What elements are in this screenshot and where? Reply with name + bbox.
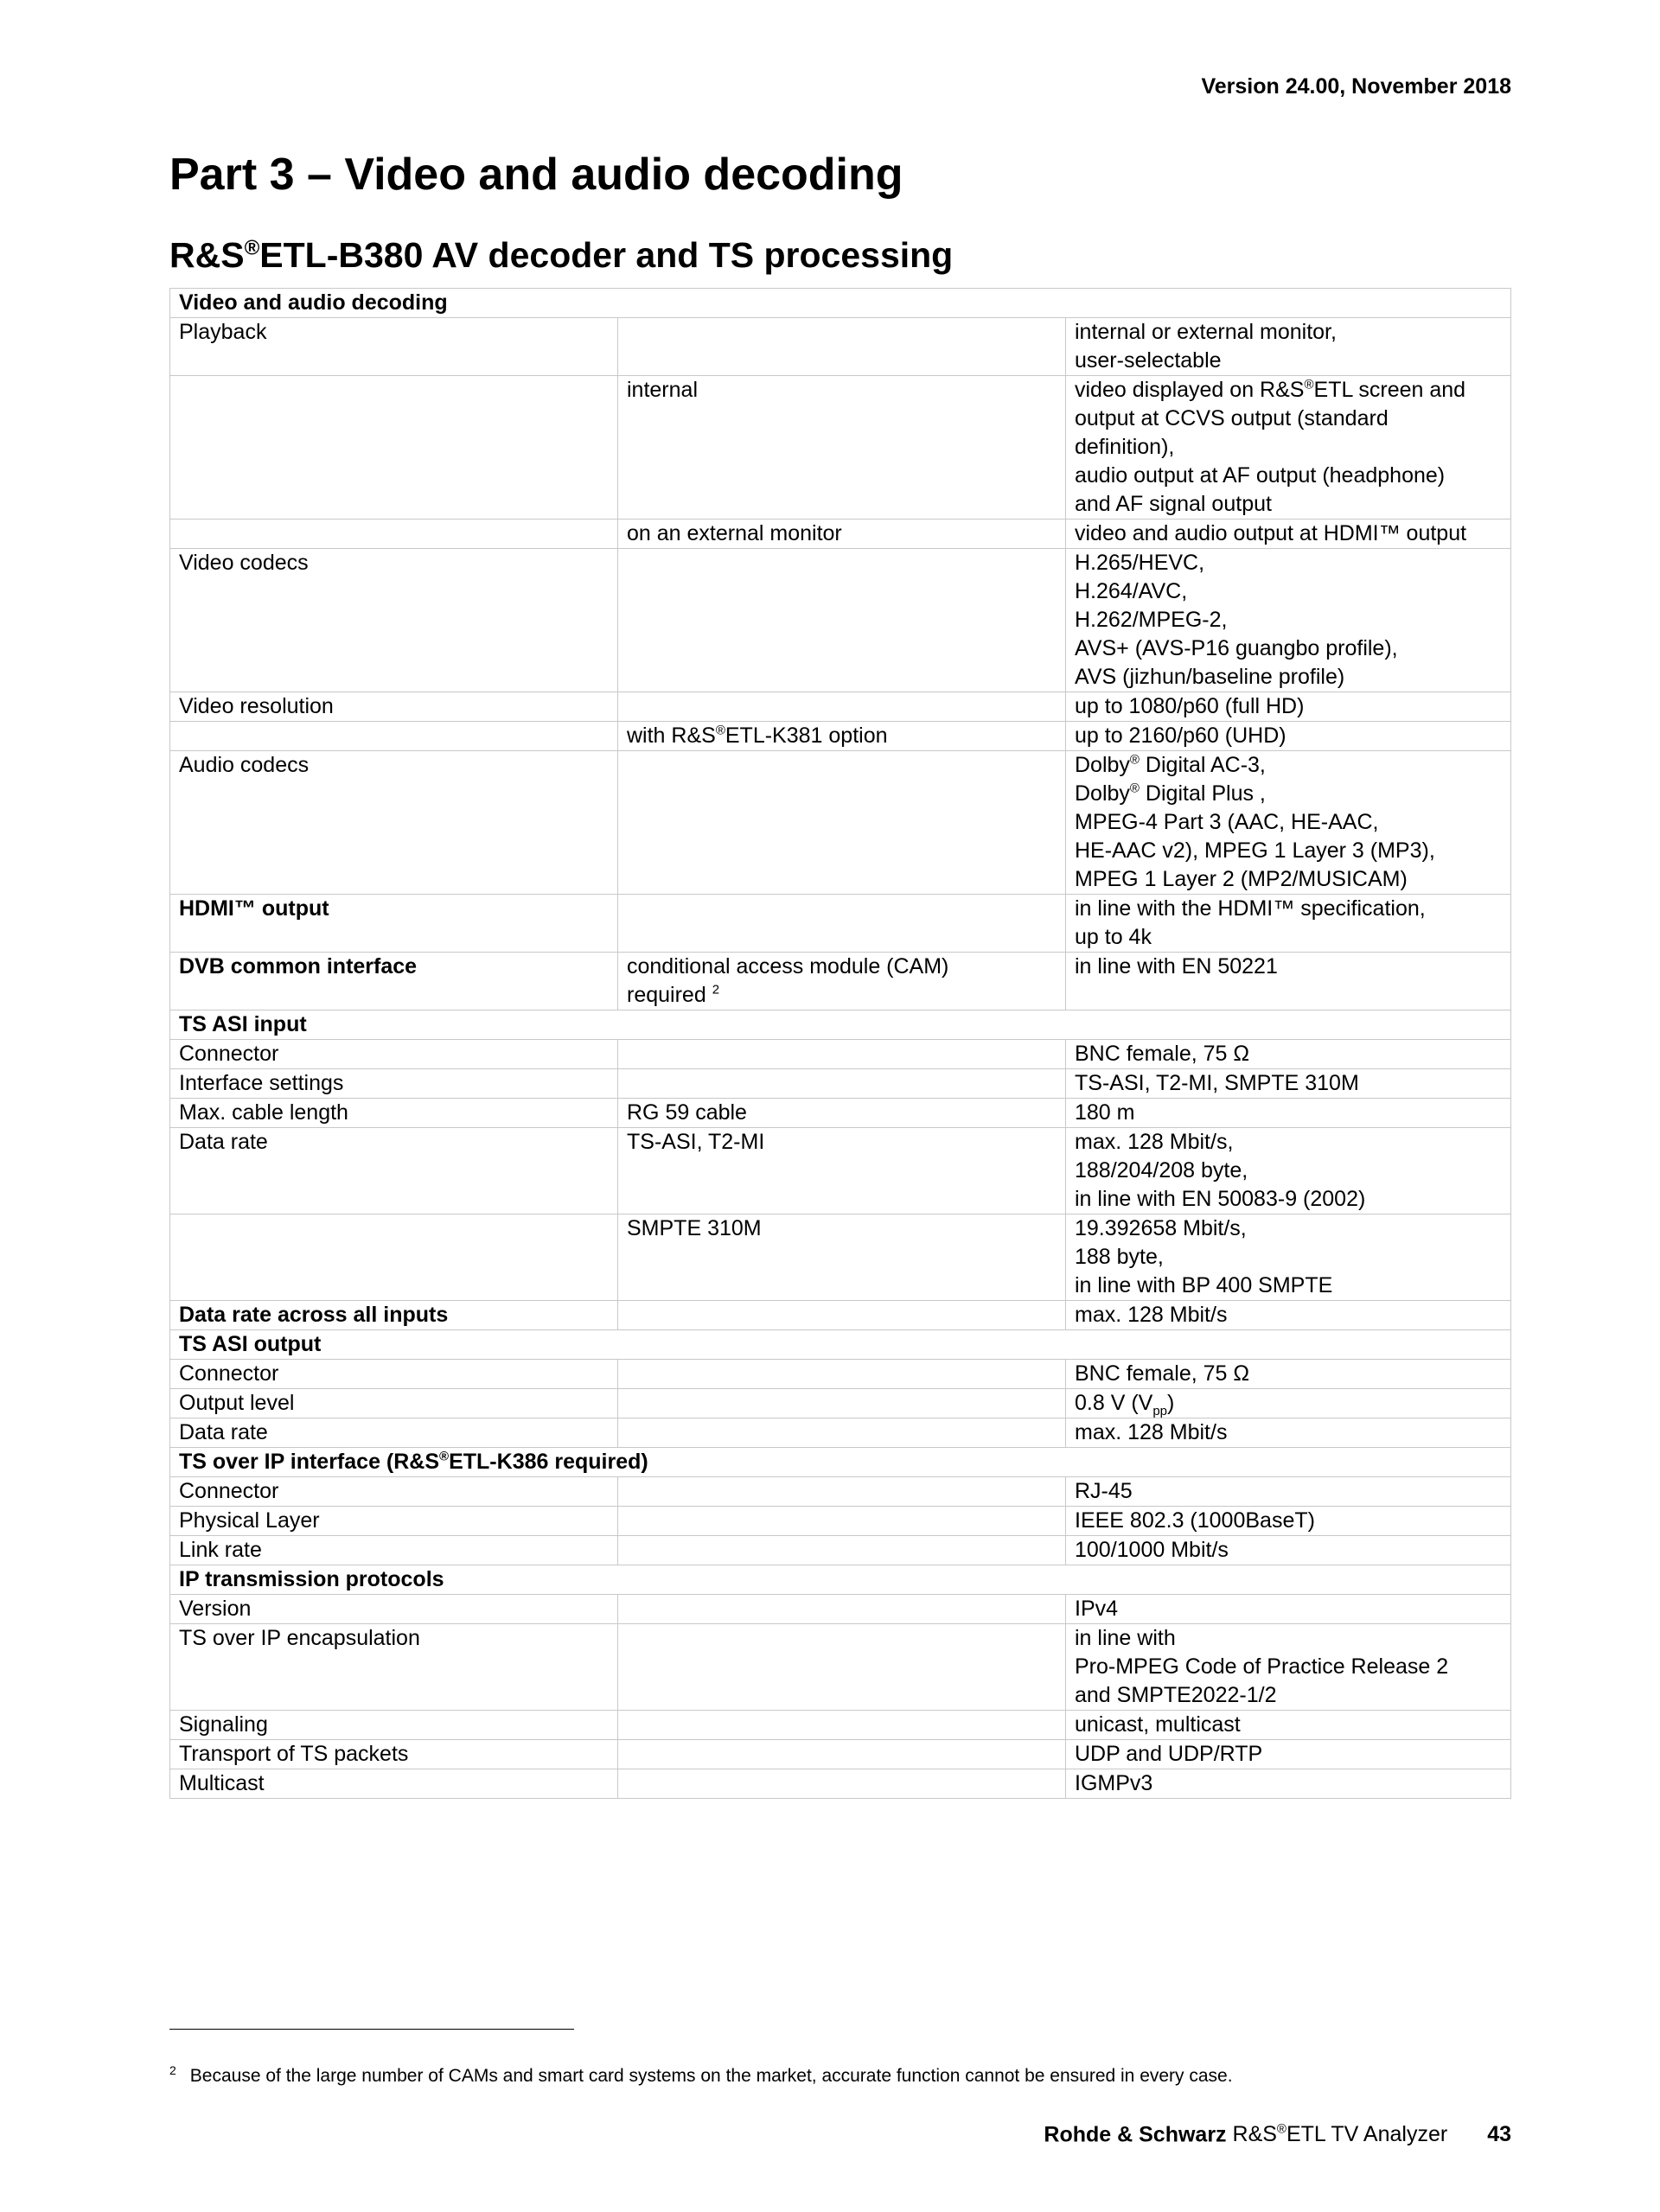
table-row: SMPTE 310M 19.392658 Mbit/s, 188 byte, in line with BP 400 SMPTE: [170, 1214, 1511, 1301]
table-row: Connector BNC female, 75 Ω: [170, 1040, 1511, 1069]
table-row: Interface settings TS-ASI, T2-MI, SMPTE 310M: [170, 1069, 1511, 1099]
table-row: Data rate max. 128 Mbit/s: [170, 1418, 1511, 1448]
document-version: Version 24.00, November 2018: [1201, 74, 1511, 99]
table-group-header: Video and audio decoding: [170, 289, 1511, 318]
table-row: HDMI™ output in line with the HDMI™ specification, up to 4k: [170, 895, 1511, 953]
specification-table: [169, 288, 1511, 1799]
table-row: Data rate TS-ASI, T2-MI max. 128 Mbit/s, 188/204/208 byte, in line with EN 50083-9 (2002): [170, 1128, 1511, 1214]
table-row: Data rate across all inputs max. 128 Mbit/s: [170, 1301, 1511, 1330]
footnote-text: Because of the large number of CAMs and smart card systems on the market, accurate function cannot be ensured in every case.: [189, 2066, 1233, 2086]
table-row: internal video displayed on R&S®ETL screen and output at CCVS output (standard definition), audio output at AF output (headphone) and AF signal output: [170, 376, 1511, 520]
table-row: Signaling unicast, multicast: [170, 1711, 1511, 1740]
table-row: Physical Layer IEEE 802.3 (1000BaseT): [170, 1507, 1511, 1536]
table-group-header: TS ASI output: [170, 1330, 1511, 1360]
table-row: DVB common interface conditional access module (CAM) required $^2$ in line with EN 50221: [170, 953, 1511, 1010]
footer-product: R&S®ETL TV Analyzer: [1226, 2122, 1448, 2147]
table-row: Audio codecs Dolby® Digital AC-3, Dolby® Digital Plus , MPEG-4 Part 3 (AAC, HE-AAC, HE-AAC v2), MPEG 1 Layer 3 (MP3), MPEG 1 Layer 2 (MP2/MUSICAM): [170, 751, 1511, 895]
table-group-header: TS over IP interface (R&S®ETL-K386 required): [170, 1448, 1511, 1477]
table-row: Output level 0.8 V $(V_{pp})$: [170, 1389, 1511, 1418]
table-row: Transport of TS packets UDP and UDP/RTP: [170, 1740, 1511, 1769]
page-footer: [1044, 2122, 1511, 2147]
table-row: Connector RJ-45: [170, 1477, 1511, 1507]
table-row: with R&S®ETL-K381 option up to 2160/p60 (UHD): [170, 722, 1511, 751]
table-row: Max. cable length RG 59 cable 180 m: [170, 1099, 1511, 1128]
table-row: Playback internal or external monitor, user-selectable: [170, 318, 1511, 376]
footnote-reference: 2: [712, 982, 720, 998]
part-title: Part 3 – Video and audio decoding: [169, 150, 903, 200]
footer-brand: Rohde & Schwarz: [1044, 2122, 1227, 2147]
table-row: Multicast IGMPv3: [170, 1769, 1511, 1799]
table-group-header: IP transmission protocols: [170, 1565, 1511, 1595]
footnote-divider: [169, 2029, 574, 2030]
table-row: Version IPv4: [170, 1595, 1511, 1624]
footnote: [169, 2063, 1233, 2087]
table-row: on an external monitor video and audio output at HDMI™ output: [170, 520, 1511, 549]
table-row: TS over IP encapsulation in line with Pro-MPEG Code of Practice Release 2 and SMPTE2022-1/2: [170, 1624, 1511, 1711]
footnote-number: 2: [169, 2063, 176, 2077]
table-row: Link rate 100/1000 Mbit/s: [170, 1536, 1511, 1565]
page-number: 43: [1487, 2122, 1511, 2147]
table-row: Connector BNC female, 75 Ω: [170, 1360, 1511, 1389]
table-row: Video codecs H.265/HEVC, H.264/AVC, H.262/MPEG-2, AVS+ (AVS-P16 guangbo profile), AVS (jizhun/baseline profile): [170, 549, 1511, 692]
table-row: Video resolution up to 1080/p60 (full HD): [170, 692, 1511, 722]
table-group-header: TS ASI input: [170, 1010, 1511, 1040]
section-title: R&S®ETL-B380 AV decoder and TS processing: [169, 235, 954, 275]
